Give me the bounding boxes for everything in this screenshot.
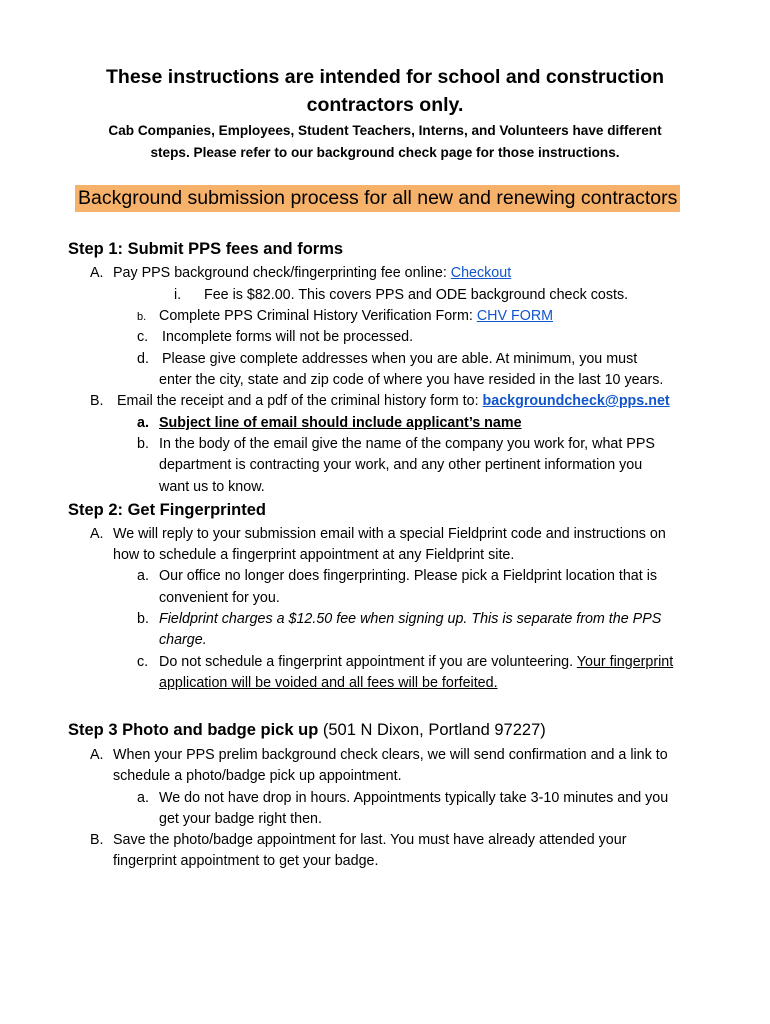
email-link[interactable]: backgroundcheck@pps.net bbox=[482, 393, 670, 409]
step3-A-line1: When your PPS prelim background check clears, we will send confirmation and a link to bbox=[113, 747, 668, 763]
step2-A-marker: A. bbox=[90, 526, 104, 542]
step3-B-line2: fingerprint appointment to get your badge. bbox=[113, 853, 379, 869]
step2-b-line2: charge. bbox=[159, 632, 207, 648]
step2-A-line1: We will reply to your submission email with a special Fieldprint code and instructions on bbox=[113, 526, 666, 542]
step1-Bb-line2: department is contracting your work, and any other pertinent information you bbox=[159, 457, 643, 473]
step3-heading bbox=[68, 721, 546, 740]
step3-a-line1: We do not have drop in hours. Appointments typically take 3-10 minutes and you bbox=[159, 790, 669, 806]
step1-Ba-marker: a. bbox=[137, 415, 149, 431]
step1-d-line1: Please give complete addresses when you are able. At minimum, you must bbox=[162, 351, 638, 367]
step1-b-marker: b. bbox=[137, 311, 147, 323]
step1-i-text: Fee is $82.00. This covers PPS and ODE background check costs. bbox=[204, 287, 629, 303]
step2-c-marker: c. bbox=[137, 654, 149, 670]
step1-b-text: Complete PPS Criminal History Verification Form: bbox=[159, 308, 477, 324]
title-line-1: These instructions are intended for school and construction bbox=[106, 66, 664, 88]
step2-c-underline1: Your fingerprint bbox=[576, 654, 674, 670]
step2-b-marker: b. bbox=[137, 611, 149, 627]
step1-d-marker: d. bbox=[137, 351, 149, 367]
step2-A-line2: how to schedule a fingerprint appointment at any Fieldprint site. bbox=[113, 547, 515, 563]
step3-a-line2: get your badge right then. bbox=[159, 811, 322, 827]
step1-c-marker: c. bbox=[137, 329, 149, 345]
step3-a-marker: a. bbox=[137, 790, 149, 806]
step2-heading: Step 2: Get Fingerprinted bbox=[68, 501, 267, 519]
step1-Bb-line1: In the body of the email give the name of the company you work for, what PPS bbox=[159, 436, 655, 452]
step3-heading-address: (501 N Dixon, Portland 97227) bbox=[318, 721, 546, 739]
step1-d-line2: enter the city, state and zip code of where you have resided in the last 10 years. bbox=[159, 372, 664, 388]
section-banner: Background submission process for all new and renewing contractors bbox=[75, 185, 680, 212]
chv-form-link[interactable]: CHV FORM bbox=[476, 308, 554, 324]
step1-Bb-line3: want us to know. bbox=[159, 479, 265, 495]
step3-A-line2: schedule a photo/badge pick up appointment. bbox=[113, 768, 402, 784]
title-line-2: contractors only. bbox=[306, 94, 464, 116]
step1-A-item bbox=[113, 265, 511, 281]
step1-B-marker: B. bbox=[90, 393, 104, 409]
step1-B-text: Email the receipt and a pdf of the criminal history form to: bbox=[117, 393, 483, 409]
step2-c-item bbox=[159, 654, 673, 670]
step1-A-marker: A. bbox=[90, 265, 104, 281]
step1-A-text: Pay PPS background check/fingerprinting fee online: bbox=[113, 265, 451, 281]
step3-heading-title: Step 3 Photo and badge pick up bbox=[68, 721, 319, 739]
step3-B-line1: Save the photo/badge appointment for last. You must have already attended your bbox=[113, 832, 627, 848]
step2-a-line1: Our office no longer does fingerprinting. Please pick a Fieldprint location that is bbox=[159, 568, 658, 584]
step1-Bb-marker: b. bbox=[137, 436, 149, 452]
step1-c-text: Incomplete forms will not be processed. bbox=[162, 329, 414, 345]
step2-c-underline2: application will be voided and all fees will be forfeited. bbox=[159, 675, 498, 691]
step2-c-text: Do not schedule a fingerprint appointment if you are volunteering. bbox=[159, 654, 577, 670]
step2-a-line2: convenient for you. bbox=[159, 590, 280, 606]
step1-i-marker: i. bbox=[174, 287, 182, 303]
checkout-link[interactable]: Checkout bbox=[450, 265, 512, 281]
step2-a-marker: a. bbox=[137, 568, 149, 584]
step1-Ba-text: Subject line of email should include applicant’s name bbox=[159, 415, 522, 431]
step3-A-marker: A. bbox=[90, 747, 104, 763]
step1-B-item bbox=[117, 393, 670, 409]
step3-B-marker: B. bbox=[90, 832, 104, 848]
step1-heading: Step 1: Submit PPS fees and forms bbox=[68, 240, 344, 258]
subtitle-line-1: Cab Companies, Employees, Student Teachers, Interns, and Volunteers have different bbox=[108, 123, 662, 138]
step2-b-line1: Fieldprint charges a $12.50 fee when signing up. This is separate from the PPS bbox=[159, 611, 662, 627]
subtitle-line-2: steps. Please refer to our background check page for those instructions. bbox=[150, 145, 620, 160]
step1-b-item bbox=[159, 308, 553, 324]
